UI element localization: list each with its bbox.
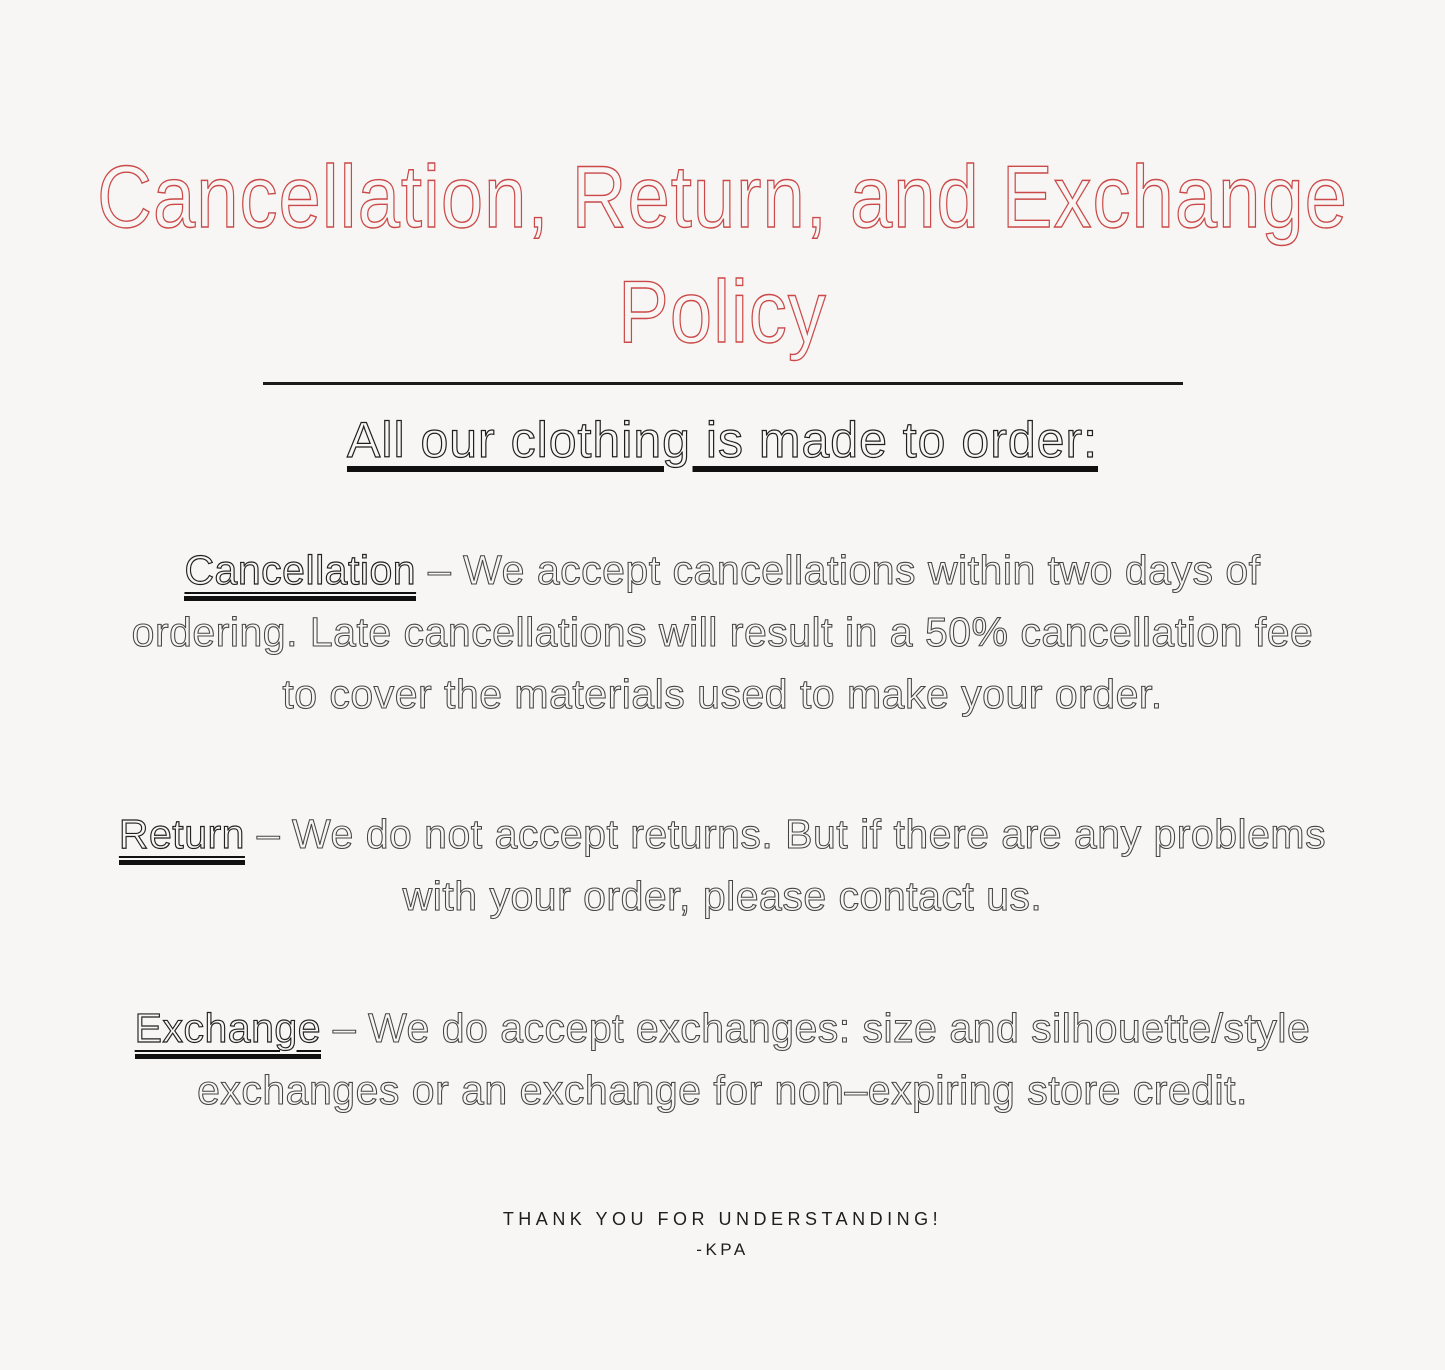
footer bbox=[0, 1209, 1445, 1260]
section-line bbox=[0, 803, 1445, 865]
section-text: – We do accept exchanges: size and silhouette/style bbox=[321, 1005, 1311, 1051]
exchange-section bbox=[0, 997, 1445, 1121]
section-text: – We accept cancellations within two days of bbox=[416, 547, 1261, 593]
page-title bbox=[0, 140, 1445, 370]
section-text: – We do not accept returns. But if there are any problems bbox=[244, 811, 1327, 857]
made-to-order-heading: All our clothing is made to order: bbox=[346, 412, 1099, 468]
cancellation-keyword: Cancellation bbox=[184, 547, 416, 601]
footer-thanks: THANK YOU FOR UNDERSTANDING! bbox=[502, 1209, 943, 1229]
return-section bbox=[0, 803, 1445, 927]
title-divider bbox=[263, 382, 1183, 385]
footer-signature: -KPA bbox=[696, 1240, 749, 1259]
section-line: with your order, please contact us. bbox=[402, 873, 1043, 919]
cancellation-section bbox=[0, 539, 1445, 725]
section-line: to cover the materials used to make your order. bbox=[282, 671, 1163, 717]
section-line: exchanges or an exchange for non–expiring store credit. bbox=[197, 1067, 1248, 1113]
title-line-1: Cancellation, Return, and Exchange bbox=[97, 148, 1348, 247]
exchange-keyword: Exchange bbox=[135, 1005, 321, 1059]
section-line bbox=[0, 539, 1445, 601]
title-line-2: Policy bbox=[618, 263, 827, 362]
section-line: ordering. Late cancellations will result in a 50% cancellation fee bbox=[131, 609, 1314, 655]
section-line bbox=[0, 997, 1445, 1059]
return-keyword: Return bbox=[119, 811, 245, 865]
